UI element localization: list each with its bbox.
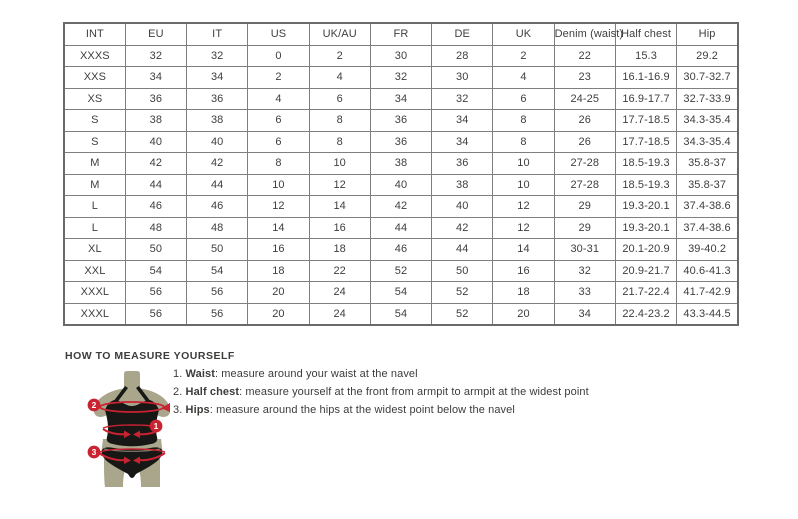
step-label: Waist [185,368,215,380]
table-row [64,45,738,67]
measure-step-hips [173,405,589,417]
table-cell: 6 [248,131,309,153]
table-cell: 22.4-23.2 [615,303,676,325]
step-label: Half chest [185,386,240,398]
table-cell: 8 [248,153,309,175]
table-cell: 4 [493,67,554,89]
step-number: 3. [173,404,183,416]
table-cell: 54 [370,282,431,304]
table-cell: 56 [125,282,186,304]
table-cell: 16.1-16.9 [615,67,676,89]
table-row [64,67,738,89]
table-cell: 0 [248,45,309,67]
table-cell: XXL [64,260,125,282]
table-cell: 26 [554,110,615,132]
table-cell: 18 [309,239,370,261]
table-cell: 12 [248,196,309,218]
table-cell: 46 [187,196,248,218]
table-cell: S [64,131,125,153]
table-row [64,217,738,239]
table-row [64,196,738,218]
table-cell: 42 [432,217,493,239]
table-cell: 10 [493,174,554,196]
header-row [64,23,738,45]
table-cell: 35.8-37 [677,174,738,196]
table-cell: 44 [125,174,186,196]
measurement-diagram [78,371,183,496]
table-cell: 14 [309,196,370,218]
table-cell: 54 [370,303,431,325]
measure-step-half-chest [173,387,589,399]
table-cell: 32 [370,67,431,89]
table-cell: 29.2 [677,45,738,67]
table-cell: 50 [432,260,493,282]
table-cell: 30-31 [554,239,615,261]
table-cell: M [64,153,125,175]
table-cell: 37.4-38.6 [677,196,738,218]
table-cell: 8 [309,131,370,153]
table-cell: XL [64,239,125,261]
table-cell: 8 [493,110,554,132]
table-cell: 2 [248,67,309,89]
table-cell: 12 [309,174,370,196]
step-text: : measure around the hips at the widest point below the navel [209,404,515,416]
table-cell: 20 [248,303,309,325]
table-cell: 2 [493,45,554,67]
table-cell: 34 [187,67,248,89]
table-cell: 4 [309,67,370,89]
table-cell: 36 [432,153,493,175]
table-cell: M [64,174,125,196]
step-text: : measure around your waist at the navel [214,368,418,380]
column-header: UK [493,23,554,45]
table-cell: 6 [309,88,370,110]
table-cell: 10 [309,153,370,175]
table-cell: 50 [125,239,186,261]
hips-badge-number: 3 [91,447,97,457]
table-cell: S [64,110,125,132]
table-cell: 16.9-17.7 [615,88,676,110]
table-cell: 12 [493,196,554,218]
table-cell: 46 [370,239,431,261]
waist-badge-number: 1 [153,421,159,431]
table-cell: 20 [248,282,309,304]
table-cell: 10 [493,153,554,175]
measure-steps-list [173,369,589,423]
table-cell: 36 [125,88,186,110]
table-cell: 27-28 [554,174,615,196]
column-header: INT [64,23,125,45]
mannequin-illustration [78,371,183,496]
table-cell: 40 [187,131,248,153]
table-cell: 23 [554,67,615,89]
table-cell: 22 [554,45,615,67]
table-cell: 40 [125,131,186,153]
table-cell: XXXL [64,303,125,325]
table-cell: 56 [187,303,248,325]
table-cell: 35.8-37 [677,153,738,175]
table-cell: 16 [309,217,370,239]
column-header: DE [432,23,493,45]
table-cell: 40 [370,174,431,196]
column-header: FR [370,23,431,45]
table-cell: 38 [125,110,186,132]
table-cell: 33 [554,282,615,304]
table-cell: 32 [432,88,493,110]
table-cell: 52 [432,303,493,325]
table-cell: 6 [493,88,554,110]
table-cell: 36 [187,88,248,110]
table-cell: 42 [125,153,186,175]
table-cell: 34 [432,110,493,132]
table-cell: 36 [370,131,431,153]
table-cell: 34 [554,303,615,325]
table-row [64,153,738,175]
table-cell: 22 [309,260,370,282]
table-cell: 12 [493,217,554,239]
table-cell: 19.3-20.1 [615,217,676,239]
table-cell: 40 [432,196,493,218]
table-cell: 56 [187,282,248,304]
table-cell: 54 [125,260,186,282]
table-cell: 38 [432,174,493,196]
table-cell: 41.7-42.9 [677,282,738,304]
table-cell: 29 [554,217,615,239]
table-cell: 44 [370,217,431,239]
table-row [64,110,738,132]
table-cell: XS [64,88,125,110]
table-cell: 39-40.2 [677,239,738,261]
table-row [64,88,738,110]
table-cell: 24-25 [554,88,615,110]
table-cell: 14 [493,239,554,261]
table-cell: 26 [554,131,615,153]
table-cell: XXXL [64,282,125,304]
table-cell: 34.3-35.4 [677,131,738,153]
table-cell: 40.6-41.3 [677,260,738,282]
table-cell: 52 [370,260,431,282]
table-cell: 37.4-38.6 [677,217,738,239]
table-cell: 44 [432,239,493,261]
table-cell: 38 [370,153,431,175]
table-cell: 32.7-33.9 [677,88,738,110]
table-row [64,282,738,304]
table-cell: 21.7-22.4 [615,282,676,304]
column-header: Half chest [615,23,676,45]
step-label: Hips [185,404,210,416]
step-text: : measure yourself at the front from armpit to armpit at the widest point [239,386,589,398]
table-cell: 42 [187,153,248,175]
table-cell: 32 [187,45,248,67]
table-cell: 48 [125,217,186,239]
table-cell: 46 [125,196,186,218]
table-cell: 4 [248,88,309,110]
table-cell: 36 [370,110,431,132]
table-row [64,174,738,196]
table-cell: 32 [125,45,186,67]
table-row [64,303,738,325]
column-header: Denim (waist) [554,23,615,45]
table-cell: 56 [125,303,186,325]
table-row [64,260,738,282]
column-header: IT [187,23,248,45]
table-cell: 24 [309,303,370,325]
table-cell: 52 [432,282,493,304]
table-cell: 54 [187,260,248,282]
table-cell: 34 [125,67,186,89]
table-cell: 30 [370,45,431,67]
measure-step-waist [173,369,589,381]
table-cell: 18 [248,260,309,282]
table-cell: L [64,196,125,218]
table-cell: 34.3-35.4 [677,110,738,132]
table-cell: 16 [493,260,554,282]
chest-badge-number: 2 [91,400,97,410]
table-cell: 24 [309,282,370,304]
measure-section-heading: HOW TO MEASURE YOURSELF [65,350,235,362]
step-number: 2. [173,386,183,398]
table-cell: 20 [493,303,554,325]
table-cell: 14 [248,217,309,239]
table-cell: 34 [432,131,493,153]
table-cell: 27-28 [554,153,615,175]
table-cell: 34 [370,88,431,110]
column-header: UK/AU [309,23,370,45]
table-row [64,131,738,153]
table-cell: 17.7-18.5 [615,131,676,153]
table-cell: 19.3-20.1 [615,196,676,218]
column-header: US [248,23,309,45]
table-cell: XXXS [64,45,125,67]
table-cell: 6 [248,110,309,132]
table-cell: 18 [493,282,554,304]
table-cell: 43.3-44.5 [677,303,738,325]
table-cell: 10 [248,174,309,196]
mannequin-neck [124,371,140,388]
size-chart-table [63,22,739,326]
table-cell: 18.5-19.3 [615,153,676,175]
table-cell: 20.9-21.7 [615,260,676,282]
column-header: EU [125,23,186,45]
table-cell: 20.1-20.9 [615,239,676,261]
table-cell: 16 [248,239,309,261]
table-cell: 8 [493,131,554,153]
table-cell: 30 [432,67,493,89]
table-cell: 29 [554,196,615,218]
table-cell: 38 [187,110,248,132]
table-cell: 48 [187,217,248,239]
table-cell: 15.3 [615,45,676,67]
table-cell: XXS [64,67,125,89]
table-cell: 42 [370,196,431,218]
table-cell: L [64,217,125,239]
table-cell: 28 [432,45,493,67]
table-cell: 44 [187,174,248,196]
table-cell: 8 [309,110,370,132]
table-cell: 17.7-18.5 [615,110,676,132]
table-cell: 32 [554,260,615,282]
table-row [64,239,738,261]
table-cell: 30.7-32.7 [677,67,738,89]
table-cell: 18.5-19.3 [615,174,676,196]
table-cell: 2 [309,45,370,67]
step-number: 1. [173,368,183,380]
column-header: Hip [677,23,738,45]
table-cell: 50 [187,239,248,261]
